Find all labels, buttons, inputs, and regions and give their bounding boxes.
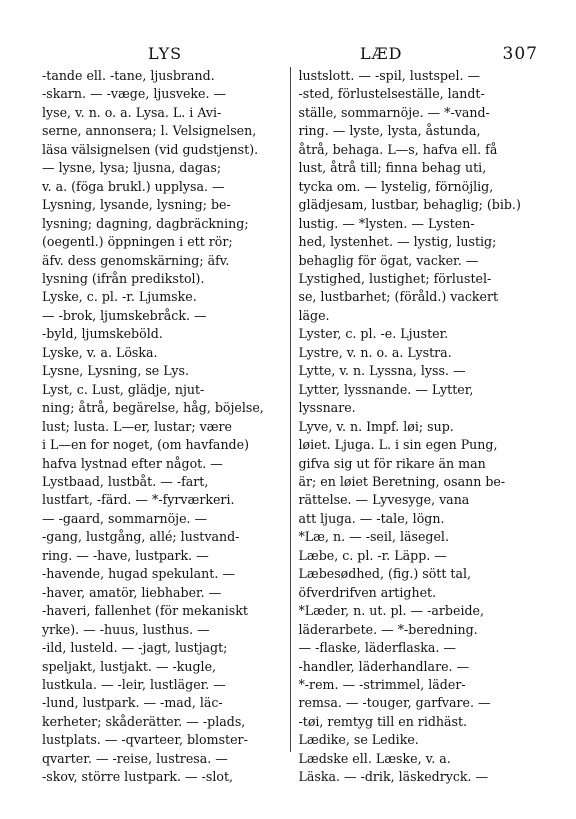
two-column-body bbox=[42, 67, 540, 787]
entry-line: -haver, amatör, liebhaber. — bbox=[42, 584, 222, 600]
entry-line: rättelse. — Lyvesyge, vana bbox=[298, 492, 470, 508]
right-column bbox=[291, 67, 541, 787]
entry-line: -ild, lusteld. — -jagt, lustjagt; bbox=[42, 640, 228, 656]
entry-line: Læbesødhed, (fig.) sött tal, bbox=[298, 566, 472, 582]
entry-line: Lytter, lyssnande. — Lytter, bbox=[298, 381, 474, 397]
entry-line: -skov, större lustpark. — -slot, bbox=[42, 769, 234, 785]
entry-line: — -gaard, sommarnöje. — bbox=[42, 510, 208, 526]
entry-line: -havende, hugad spekulant. — bbox=[42, 566, 235, 582]
page-number: 307 bbox=[502, 44, 538, 64]
entry-line: kerheter; skåderätter. — -plads, bbox=[42, 713, 246, 729]
entry-line: — lysne, lysa; ljusna, dagas; bbox=[42, 160, 222, 176]
entry-line: Lyst, c. Lust, glädje, njut- bbox=[42, 381, 205, 397]
entry-line: öfverdrifven artighet. bbox=[298, 584, 437, 600]
entry-line: hed, lystenhet. — lystig, lustig; bbox=[298, 234, 497, 250]
entry-line: hafva lystnad efter något. — bbox=[42, 455, 223, 471]
entry-line: lysning (ifrån predikstol). bbox=[42, 270, 205, 286]
entry-line: -haveri, fallenhet (för mekaniskt bbox=[42, 603, 248, 619]
entry-line: (oegentl.) öppningen i ett rör; bbox=[42, 234, 233, 250]
entry-line: Lysning, lysande, lysning; be- bbox=[42, 197, 231, 213]
header-right-guide-word: LÆD bbox=[360, 44, 403, 63]
entry-line: Lyske, v. a. Löska. bbox=[42, 344, 158, 360]
entry-line: qvarter. — -reise, lustresa. — bbox=[42, 750, 228, 766]
page-header bbox=[42, 30, 538, 64]
entry-line: läderarbete. — *-beredning. bbox=[298, 621, 478, 637]
entry-line: Lystre, v. n. o. a. Lystra. bbox=[298, 344, 452, 360]
entry-line: åtrå, behaga. L—s, hafva ell. få bbox=[298, 141, 498, 157]
entry-line: läge. bbox=[298, 307, 330, 323]
entry-line: serne, annonsera; l. Velsignelsen, bbox=[42, 123, 257, 139]
entry-line: ring. — -have, lustpark. — bbox=[42, 547, 209, 563]
entry-line: se, lustbarhet; (föråld.) vackert bbox=[298, 289, 499, 305]
entry-line: -sted, förlustelseställe, landt- bbox=[298, 86, 485, 102]
entry-line: Lyve, v. n. Impf. løi; sup. bbox=[298, 418, 454, 434]
entry-line: Lyske, c. pl. -r. Ljumske. bbox=[42, 289, 197, 305]
entry-line: lustfart, -färd. — *-fyrværkeri. bbox=[42, 492, 235, 508]
entry-line: lustplats. — -qvarteer, blomster- bbox=[42, 732, 248, 748]
entry-line: lysning; dagning, dagbräckning; bbox=[42, 215, 249, 231]
entry-line: -tande ell. -tane, ljusbrand. bbox=[42, 68, 215, 83]
entry-line: att ljuga. — -tale, lögn. bbox=[298, 510, 445, 526]
entry-line: lyse, v. n. o. a. Lysa. L. i Avi- bbox=[42, 104, 222, 120]
entry-line: løiet. Ljuga. L. i sin egen Pung, bbox=[298, 437, 498, 453]
entry-line: lyssnare. bbox=[298, 400, 356, 416]
entry-line: *Læ, n. — -seil, läsegel. bbox=[298, 529, 449, 545]
left-column bbox=[42, 67, 284, 787]
entry-line: *-rem. — -strimmel, läder- bbox=[298, 676, 466, 692]
entry-line: — -flaske, läderflaska. — bbox=[298, 640, 456, 656]
entry-line: -lund, lustpark. — -mad, läc- bbox=[42, 695, 223, 711]
entry-line: -byld, ljumskeböld. bbox=[42, 326, 163, 342]
entry-line: Lædike, se Ledike. bbox=[298, 732, 419, 748]
entry-line: lust, åtrå till; finna behag uti, bbox=[298, 160, 487, 176]
entry-line: -skarn. — -væge, ljusveke. — bbox=[42, 86, 227, 102]
entry-line: Lytte, v. n. Lyssna, lyss. — bbox=[298, 363, 466, 379]
entry-line: är; en løiet Beretning, osann be- bbox=[298, 473, 506, 489]
entry-line: ning; åtrå, begärelse, håg, böjelse, bbox=[42, 400, 264, 416]
entry-line: i L—en for noget, (om havfande) bbox=[42, 437, 249, 453]
entry-line: ställe, sommarnöje. — *-vand- bbox=[298, 104, 490, 120]
entry-line: remsa. — -touger, garfvare. — bbox=[298, 695, 491, 711]
header-left-guide-word: LYS bbox=[148, 44, 183, 63]
entry-line: behaglig för ögat, vacker. — bbox=[298, 252, 479, 268]
entry-line: ring. — lyste, lysta, åstunda, bbox=[298, 123, 481, 139]
entry-line: gifva sig ut för rikare än man bbox=[298, 455, 486, 471]
entry-line: Lystbaad, lustbåt. — -fart, bbox=[42, 473, 209, 489]
entry-line: läsa välsignelsen (vid gudstjenst). bbox=[42, 141, 259, 157]
entry-line: lustig. — *lysten. — Lysten- bbox=[298, 215, 475, 231]
entry-line: Läska. — -drik, läskedryck. — bbox=[298, 769, 489, 785]
entry-line: -tøi, remtyg till en ridhäst. bbox=[298, 713, 468, 729]
entry-line: yrke). — -huus, lusthus. — bbox=[42, 621, 210, 637]
entry-line: *Læder, n. ut. pl. — -arbeide, bbox=[298, 603, 484, 619]
entry-line: glädjesam, lustbar, behaglig; (bib.) bbox=[298, 197, 521, 213]
entry-line: Lystighed, lustighet; förlustel- bbox=[298, 270, 492, 286]
entry-line: lust; lusta. L—er, lustar; være bbox=[42, 418, 233, 434]
entry-line: äfv. dess genomskärning; äfv. bbox=[42, 252, 230, 268]
entry-line: — -brok, ljumskebråck. — bbox=[42, 307, 207, 323]
entry-line: -gang, lustgång, allé; lustvand- bbox=[42, 529, 240, 545]
entry-line: v. a. (föga brukl.) upplysa. — bbox=[42, 178, 225, 194]
entry-line: speljakt, lustjakt. — -kugle, bbox=[42, 658, 217, 674]
entry-line: -handler, läderhandlare. — bbox=[298, 658, 470, 674]
entry-line: Lyster, c. pl. -e. Ljuster. bbox=[298, 326, 449, 342]
entry-line: lustkula. — -leir, lustläger. — bbox=[42, 676, 226, 692]
entry-line: Lædske ell. Læske, v. a. bbox=[298, 750, 451, 766]
entry-line: Lysne, Lysning, se Lys. bbox=[42, 363, 189, 379]
entry-line: Læbe, c. pl. -r. Läpp. — bbox=[298, 547, 447, 563]
entry-line: tycka om. — lystelig, förnöjlig, bbox=[298, 178, 494, 194]
entry-line: lustslott. — -spil, lustspel. — bbox=[298, 68, 481, 83]
